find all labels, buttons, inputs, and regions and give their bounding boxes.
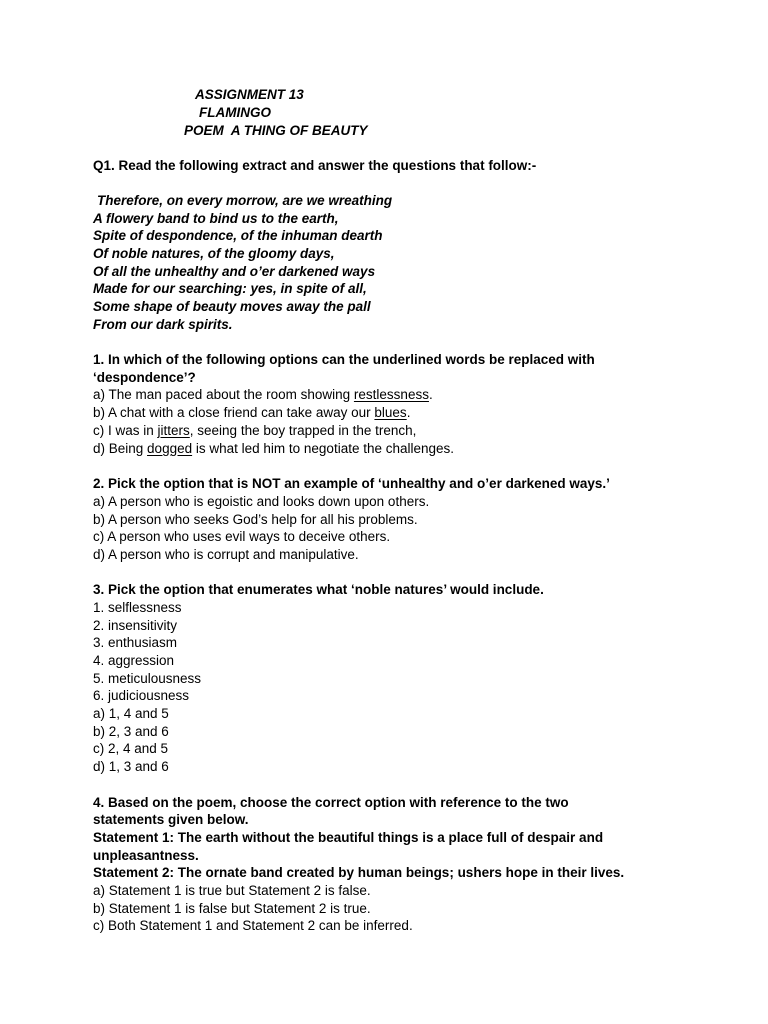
extract-line: Made for our searching: yes, in spite of all, <box>93 281 367 296</box>
option-b: b) A chat with a close friend can take away our blues. <box>93 405 411 420</box>
question-text: 1. In which of the following options can the underlined words be replaced with <box>93 352 595 367</box>
list-item: 1. selflessness <box>93 600 182 615</box>
list-item: 6. judiciousness <box>93 688 190 703</box>
option-d: d) Being dogged is what led him to negotiate the challenges. <box>93 441 455 456</box>
option-d: d) 1, 3 and 6 <box>93 759 169 774</box>
question-text: 3. Pick the option that enumerates what ‘noble natures’ would include. <box>93 582 544 597</box>
assignment-title: ASSIGNMENT 13 <box>195 87 304 102</box>
option-d: d) A person who is corrupt and manipulative. <box>93 547 359 562</box>
underlined-word: blues <box>374 405 407 420</box>
list-item: 2. insensitivity <box>93 618 178 633</box>
option-c: c) Both Statement 1 and Statement 2 can be inferred. <box>93 918 413 933</box>
extract-line: From our dark spirits. <box>93 317 233 332</box>
option-c: c) 2, 4 and 5 <box>93 741 169 756</box>
extract-line: Therefore, on every morrow, are we wreathing <box>97 193 393 208</box>
extract-line: Spite of despondence, of the inhuman dearth <box>93 228 383 243</box>
list-item: 4. aggression <box>93 653 175 668</box>
underlined-word: restlessness <box>353 387 429 402</box>
underlined-word: dogged <box>147 441 193 456</box>
extract-line: Of noble natures, of the gloomy days, <box>93 246 335 261</box>
question-text: 4. Based on the poem, choose the correct option with reference to the two <box>93 795 569 810</box>
option-a: a) The man paced about the room showing restlessness. <box>93 387 433 402</box>
q1-instruction: Q1. Read the following extract and answer the questions that follow:- <box>93 158 537 173</box>
list-item: 5. meticulousness <box>93 671 202 686</box>
option-c: c) I was in jitters, seeing the boy trapped in the trench, <box>93 423 417 438</box>
extract-line: A flowery band to bind us to the earth, <box>93 211 339 226</box>
option-b: b) A person who seeks God’s help for all his problems. <box>93 512 418 527</box>
question-text: statements given below. <box>93 812 249 827</box>
option-a: a) Statement 1 is true but Statement 2 is false. <box>93 883 371 898</box>
option-c: c) A person who uses evil ways to deceive others. <box>93 529 391 544</box>
statement-2: Statement 2: The ornate band created by human beings; ushers hope in their lives. <box>93 865 625 880</box>
option-a: a) 1, 4 and 5 <box>93 706 169 721</box>
option-b: b) 2, 3 and 6 <box>93 724 169 739</box>
option-b: b) Statement 1 is false but Statement 2 is true. <box>93 901 371 916</box>
option-a: a) A person who is egoistic and looks down upon others. <box>93 494 430 509</box>
question-text: 2. Pick the option that is NOT an example of ‘unhealthy and o’er darkened ways.’ <box>93 476 610 491</box>
extract-line: Of all the unhealthy and o’er darkened ways <box>93 264 376 279</box>
underlined-word: jitters <box>157 423 190 438</box>
question-text: ‘despondence’? <box>93 370 196 385</box>
book-title: FLAMINGO <box>199 105 271 120</box>
statement-1: Statement 1: The earth without the beautiful things is a place full of despair and <box>93 830 604 845</box>
poem-title: POEM A THING OF BEAUTY <box>184 123 368 138</box>
extract-line: Some shape of beauty moves away the pall <box>93 299 371 314</box>
statement-1: unpleasantness. <box>93 848 199 863</box>
list-item: 3. enthusiasm <box>93 635 178 650</box>
